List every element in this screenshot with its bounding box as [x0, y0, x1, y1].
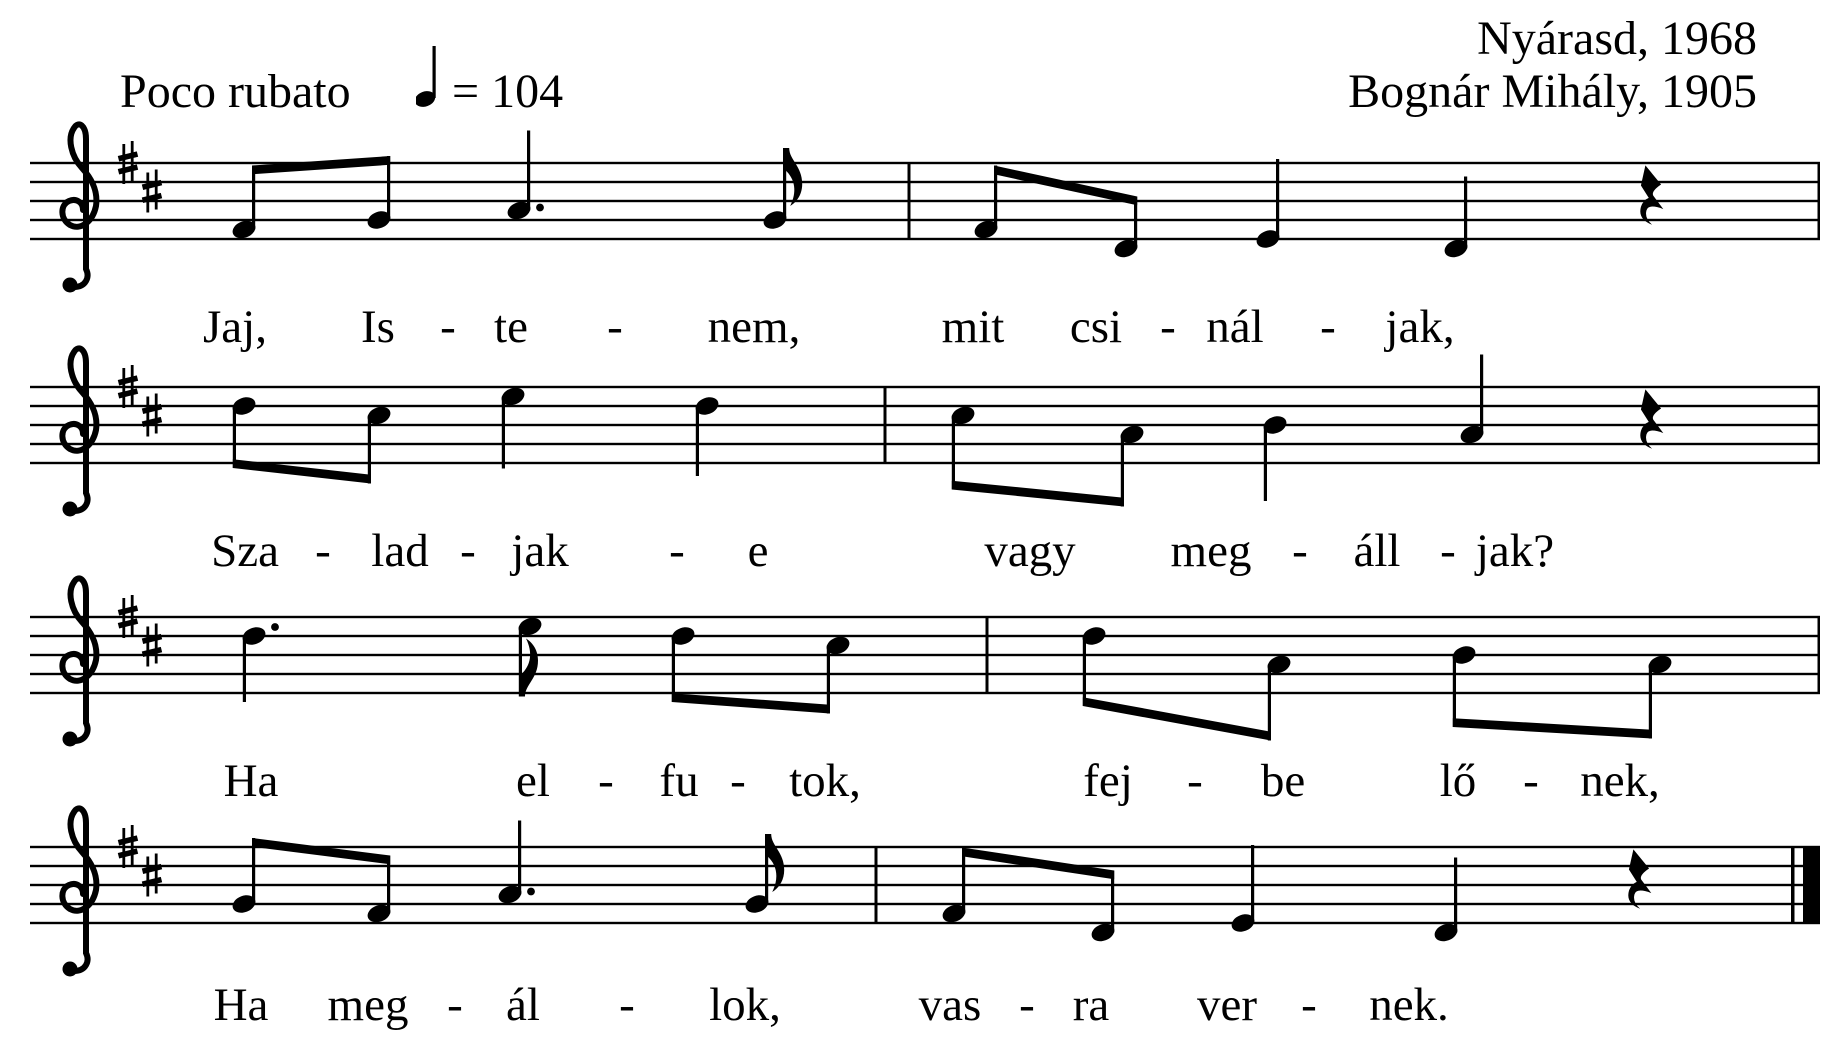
note-stem: [827, 646, 830, 714]
note-stem: [502, 397, 505, 469]
lyric-syllable: fu: [659, 755, 699, 807]
sharp-icon: [118, 835, 138, 845]
augmentation-dot: [536, 204, 544, 212]
lyric-syllable: csi: [1069, 301, 1123, 353]
lyric-syllable: jak?: [1475, 525, 1555, 577]
lyric-hyphen: -: [669, 525, 685, 577]
sharp-icon: [118, 388, 138, 398]
lyric-hyphen: -: [1160, 301, 1176, 353]
beam: [252, 838, 390, 864]
sharp-icon: [131, 595, 134, 635]
lyric-syllable: el: [516, 755, 550, 807]
tempo-text: Poco rubato: [120, 65, 351, 118]
lyric-hyphen: -: [730, 755, 746, 807]
tempo-value: = 104: [452, 65, 564, 118]
lyric-syllable: fej: [1083, 755, 1133, 807]
informant-name-date: Bognár Mihály, 1905: [1348, 65, 1757, 118]
staff-line: [30, 865, 1820, 867]
treble-clef-icon: [63, 278, 78, 293]
sharp-icon: [118, 375, 138, 385]
note-stem: [243, 636, 246, 702]
beam: [252, 156, 390, 174]
lyrics-line-4: [0, 978, 1835, 1038]
barline: [986, 617, 989, 694]
lyric-syllable: Ha: [213, 979, 269, 1031]
quarter-rest-icon: [1628, 849, 1651, 908]
staff-line: [30, 692, 1820, 694]
note-stem: [1251, 845, 1254, 923]
lyric-syllable: Is: [361, 301, 395, 353]
staff-line: [30, 635, 1820, 637]
eighth-flag: [521, 639, 538, 697]
treble-clef-icon: [62, 808, 96, 971]
note-stem: [1268, 665, 1271, 741]
lyric-syllable: meg: [327, 979, 409, 1031]
lyric-syllable: nek.: [1369, 979, 1449, 1031]
staff-line: [30, 181, 1820, 183]
lyric-hyphen: -: [619, 979, 635, 1031]
lyric-syllable: e: [747, 525, 769, 577]
final-barline: [1803, 847, 1820, 924]
sharp-icon: [118, 164, 138, 174]
sharp-icon: [122, 368, 125, 408]
sharp-icon: [155, 394, 158, 434]
sharp-icon: [118, 848, 138, 858]
lyric-syllable: lad: [371, 525, 429, 577]
quarter-rest-icon: [1640, 165, 1663, 224]
note-stem: [1464, 177, 1467, 249]
staff-line: [30, 238, 1820, 240]
staff-end-line: [1818, 616, 1821, 694]
lyric-syllable: ál: [506, 979, 540, 1031]
quarter-note-icon: [416, 42, 444, 112]
lyric-syllable: ra: [1072, 979, 1110, 1031]
barline: [884, 387, 887, 464]
staff-line: [30, 884, 1820, 886]
beam: [952, 481, 1124, 507]
note-stem: [1453, 655, 1456, 727]
note-stem: [233, 406, 236, 468]
lyric-syllable: vagy: [984, 525, 1076, 577]
lyrics-line-3: [0, 754, 1835, 814]
note-stem: [387, 156, 390, 220]
staff-end-line: [1818, 162, 1821, 240]
lyric-syllable: tok,: [789, 755, 861, 807]
lyric-syllable: meg: [1170, 525, 1252, 577]
staff-line: [30, 616, 1820, 618]
staff-line: [30, 462, 1820, 464]
lyrics-line-1: [0, 300, 1835, 360]
sharp-icon: [146, 627, 149, 667]
lyric-syllable: nál: [1206, 301, 1264, 353]
note-stem: [1649, 665, 1652, 739]
staff-line: [30, 443, 1820, 445]
sharp-icon: [118, 151, 138, 161]
augmentation-dot: [527, 888, 535, 896]
eighth-flag: [785, 148, 802, 206]
staff-line: [30, 673, 1820, 675]
lyric-syllable: nem,: [707, 301, 801, 353]
lyric-hyphen: -: [460, 525, 476, 577]
lyric-hyphen: -: [598, 755, 614, 807]
note-stem: [368, 416, 371, 484]
beam: [1453, 718, 1652, 738]
treble-clef-icon: [62, 124, 96, 287]
collection-place-date: Nyárasd, 1968: [1477, 12, 1757, 65]
lyric-syllable: lok,: [709, 979, 781, 1031]
sharp-icon: [131, 141, 134, 181]
lyric-hyphen: -: [447, 979, 463, 1031]
lyric-hyphen: -: [440, 301, 456, 353]
note-stem: [1111, 871, 1114, 933]
note-stem: [252, 166, 255, 230]
lyric-hyphen: -: [1440, 525, 1456, 577]
barline: [875, 847, 878, 924]
treble-clef-icon: [63, 502, 78, 517]
lyric-syllable: Jaj,: [203, 301, 267, 353]
lyric-syllable: jak: [511, 525, 569, 577]
staff-line: [30, 654, 1820, 656]
staff-end-line: [1818, 386, 1821, 464]
beam: [672, 693, 830, 713]
eighth-flag: [767, 834, 784, 892]
treble-clef-icon: [63, 732, 78, 747]
sharp-icon: [146, 857, 149, 897]
note-stem: [1121, 435, 1124, 507]
sharp-icon: [155, 170, 158, 210]
lyric-syllable: be: [1260, 755, 1306, 807]
lyric-syllable: te: [494, 301, 528, 353]
lyric-hyphen: -: [1019, 979, 1035, 1031]
sharp-icon: [146, 397, 149, 437]
sharp-icon: [122, 828, 125, 868]
lyric-syllable: nek,: [1580, 755, 1660, 807]
staff-line: [30, 424, 1820, 426]
staff-line: [30, 219, 1820, 221]
treble-clef-icon: [63, 962, 78, 977]
note-stem: [1480, 355, 1483, 435]
sharp-icon: [122, 144, 125, 184]
note-stem: [527, 131, 530, 211]
beam: [962, 848, 1114, 880]
sharp-icon: [131, 825, 134, 865]
treble-clef-icon: [62, 348, 96, 511]
lyric-hyphen: -: [1301, 979, 1317, 1031]
quarter-rest-icon: [1640, 389, 1663, 448]
final-barline: [1791, 847, 1795, 924]
lyric-hyphen: -: [1320, 301, 1336, 353]
barline: [908, 163, 911, 240]
sharp-icon: [118, 605, 138, 615]
beam: [994, 166, 1137, 206]
lyric-syllable: lő: [1439, 755, 1477, 807]
lyric-syllable: vas: [918, 979, 982, 1031]
lyric-syllable: jak,: [1385, 301, 1455, 353]
beam: [1083, 697, 1271, 740]
augmentation-dot: [271, 623, 279, 631]
sharp-icon: [118, 618, 138, 628]
sharp-icon: [122, 598, 125, 638]
sharp-icon: [155, 624, 158, 664]
lyric-syllable: áll: [1353, 525, 1401, 577]
lyric-syllable: Sza: [211, 525, 279, 577]
staff-line: [30, 200, 1820, 202]
sharp-icon: [155, 854, 158, 894]
lyric-hyphen: -: [1292, 525, 1308, 577]
lyric-hyphen: -: [1187, 755, 1203, 807]
staff-line: [30, 903, 1820, 905]
treble-clef-icon: [62, 578, 96, 741]
sharp-icon: [146, 173, 149, 213]
lyric-syllable: Ha: [223, 755, 279, 807]
note-stem: [1083, 636, 1086, 706]
sharp-icon: [131, 365, 134, 405]
lyric-hyphen: -: [1523, 755, 1539, 807]
note-stem: [1276, 159, 1279, 239]
staff-line: [30, 405, 1820, 407]
lyric-hyphen: -: [607, 301, 623, 353]
note-stem: [1454, 858, 1457, 933]
lyric-syllable: ver: [1196, 979, 1258, 1031]
staff-line: [30, 922, 1820, 924]
note-stem: [1264, 425, 1267, 501]
lyric-hyphen: -: [315, 525, 331, 577]
staff-line: [30, 386, 1820, 388]
note-stem: [518, 821, 521, 895]
note-stem: [952, 416, 955, 490]
score-header: [1348, 12, 1757, 118]
lyric-syllable: mit: [941, 301, 1005, 353]
note-stem: [252, 838, 255, 904]
lyrics-line-2: [0, 524, 1835, 584]
note-stem: [672, 636, 675, 702]
note-stem: [994, 166, 997, 230]
note-stem: [696, 406, 699, 476]
note-stem: [962, 848, 965, 914]
